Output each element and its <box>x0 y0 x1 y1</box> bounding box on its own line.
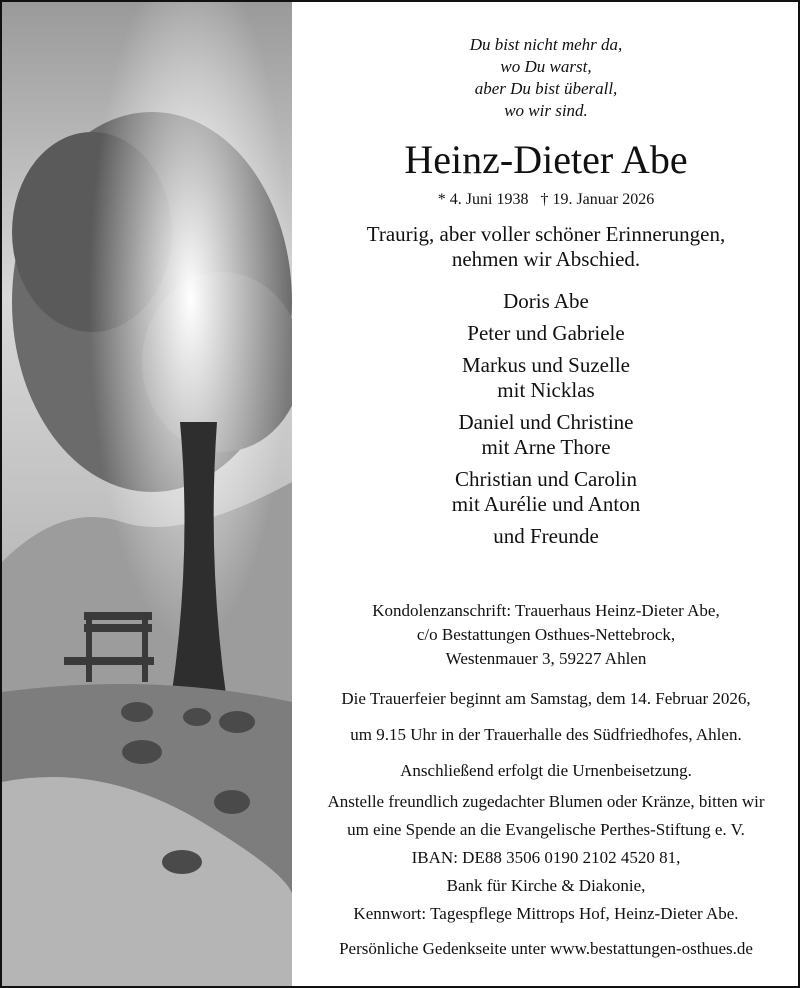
address-line: Kondolenzanschrift: Trauerhaus Heinz-Dieter Abe, <box>372 601 720 620</box>
poem-line: Du bist nicht mehr da, <box>469 35 623 54</box>
mourner-line: Markus und Suzelle <box>462 353 630 377</box>
memorial-page-link[interactable]: Persönliche Gedenkseite unter www.bestattungen-osthues.de <box>339 939 753 958</box>
mourner-group <box>294 353 798 403</box>
mourner-group <box>294 321 798 346</box>
condolence-address <box>294 599 798 671</box>
mourner-group <box>294 467 798 517</box>
mourner-line: mit Arne Thore <box>481 435 611 459</box>
donation-line: Anstelle freundlich zugedachter Blumen oder Kränze, bitten wir <box>327 792 765 811</box>
death-date: † 19. Januar 2026 <box>540 191 655 208</box>
mourner-line: Christian und Carolin <box>455 467 637 491</box>
farewell-text <box>294 222 798 272</box>
mourners-list <box>294 289 798 556</box>
address-line: Westenmauer 3, 59227 Ahlen <box>445 649 647 668</box>
funeral-info <box>294 681 798 789</box>
mourner-line: Peter und Gabriele <box>467 321 625 345</box>
mourner-group <box>294 289 798 314</box>
bank-name: Bank für Kirche & Diakonie, <box>446 876 646 895</box>
farewell-line: Traurig, aber voller schöner Erinnerungen, <box>366 222 726 246</box>
donation-line: um eine Spende an die Evangelische Perthes-Stiftung e. V. <box>347 820 745 839</box>
mourner-line: mit Aurélie und Anton <box>451 492 641 516</box>
funeral-line: um 9.15 Uhr in der Trauerhalle des Südfriedhofes, Ahlen. <box>350 725 742 744</box>
poem-line: wo Du warst, <box>500 57 592 76</box>
funeral-line: Anschließend erfolgt die Urnenbeisetzung. <box>400 761 692 780</box>
mourner-line: Doris Abe <box>503 289 589 313</box>
poem <box>294 34 798 122</box>
tree-bench-illustration <box>2 2 292 988</box>
birth-date: * 4. Juni 1938 <box>437 191 529 208</box>
life-dates <box>294 189 798 211</box>
mourner-line: mit Nicklas <box>497 378 595 402</box>
mourner-line: und Freunde <box>493 524 599 548</box>
donation-info <box>294 788 798 928</box>
mourner-group <box>294 524 798 549</box>
donation-keyword: Kennwort: Tagespflege Mittrops Hof, Heinz-Dieter Abe. <box>353 904 739 923</box>
funeral-line: Die Trauerfeier beginnt am Samstag, dem 14. Februar 2026, <box>341 689 751 708</box>
poem-line: wo wir sind. <box>504 101 588 120</box>
mourner-group <box>294 410 798 460</box>
mourner-line: Daniel und Christine <box>458 410 634 434</box>
deceased-name: Heinz-Dieter Abe <box>404 137 688 182</box>
poem-line: aber Du bist überall, <box>474 79 618 98</box>
farewell-line: nehmen wir Abschied. <box>451 247 641 271</box>
iban: IBAN: DE88 3506 0190 2102 4520 81, <box>411 848 681 867</box>
notice-text <box>294 2 798 988</box>
address-line: c/o Bestattungen Osthues-Nettebrock, <box>416 625 676 644</box>
